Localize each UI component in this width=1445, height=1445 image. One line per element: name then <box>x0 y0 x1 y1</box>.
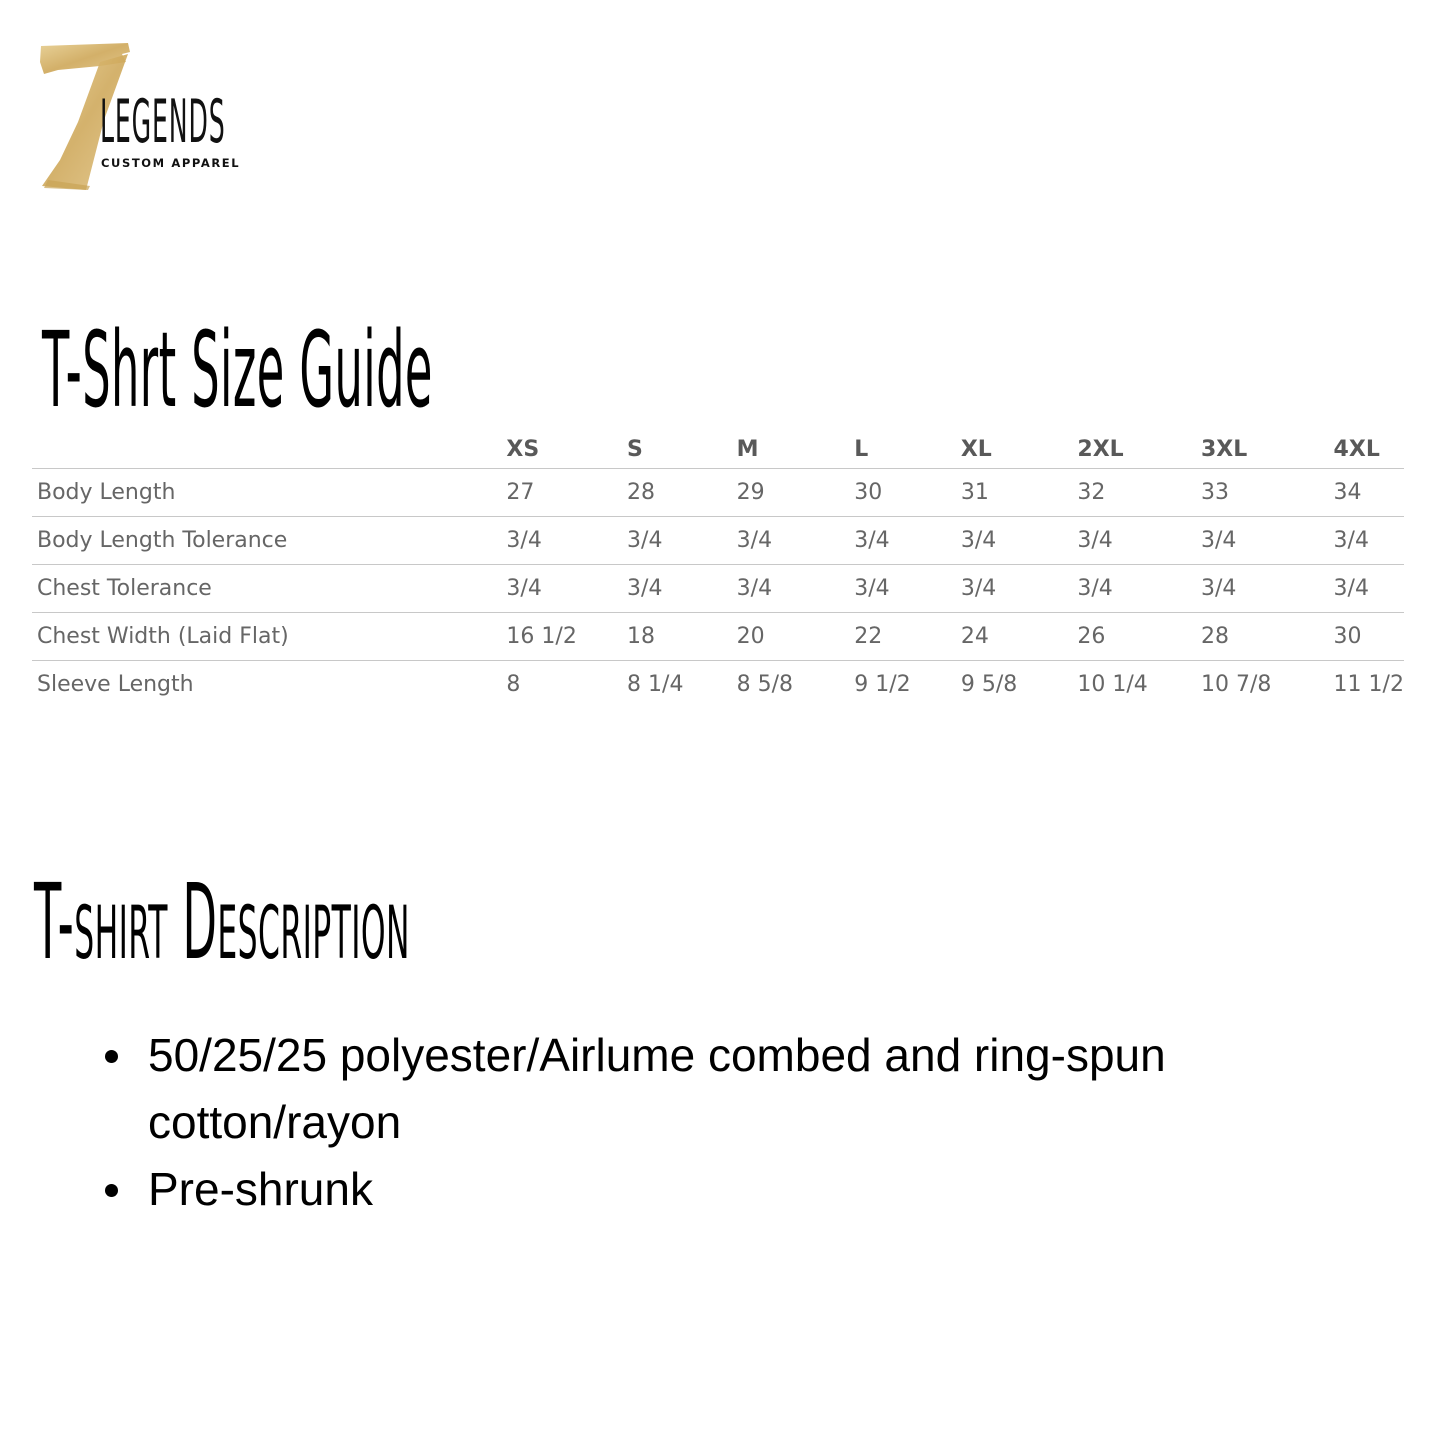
table-cell: 27 <box>506 469 627 517</box>
size-header: S <box>627 430 737 469</box>
description-title: T-shirt Description <box>34 861 410 983</box>
row-label: Chest Tolerance <box>32 565 506 613</box>
brand-logo <box>38 40 253 192</box>
table-cell: 18 <box>627 613 737 661</box>
table-cell: 9 1/2 <box>854 672 911 697</box>
table-row <box>32 613 1404 661</box>
table-cell: 10 7/8 <box>1201 672 1272 697</box>
size-header: XS <box>506 430 627 469</box>
size-header: 4XL <box>1334 430 1404 469</box>
table-cell: 3/4 <box>506 517 627 565</box>
table-cell: 3/4 <box>1334 565 1404 613</box>
table-cell: 32 <box>1077 469 1201 517</box>
size-header: XL <box>961 430 1078 469</box>
table-cell: 3/4 <box>506 565 627 613</box>
bullet-icon <box>105 1050 118 1063</box>
list-item <box>148 1156 1328 1223</box>
table-row <box>32 661 1404 709</box>
table-cell: 29 <box>737 469 855 517</box>
table-cell: 30 <box>1334 613 1404 661</box>
table-cell: 3/4 <box>737 565 855 613</box>
table-cell: 3/4 <box>737 517 855 565</box>
row-label: Body Length Tolerance <box>32 517 506 565</box>
table-cell: 22 <box>854 613 961 661</box>
logo-wordmark: LEGENDS <box>100 87 226 157</box>
table-cell: 3/4 <box>627 565 737 613</box>
table-cell: 3/4 <box>854 517 961 565</box>
table-cell: 26 <box>1077 613 1201 661</box>
list-item-text: 50/25/25 polyester/Airlume combed and ring-spun cotton/rayon <box>148 1029 1166 1148</box>
table-cell: 3/4 <box>627 517 737 565</box>
table-row <box>32 517 1404 565</box>
table-cell: 9 5/8 <box>960 672 1018 697</box>
table-cell: 11 1/2 <box>1333 672 1404 697</box>
table-cell: 34 <box>1334 469 1404 517</box>
size-guide-title: T-Shrt Size Guide <box>42 309 433 431</box>
table-cell: 3/4 <box>1334 517 1404 565</box>
table-cell: 8 5/8 <box>736 672 794 697</box>
table-cell: 3/4 <box>961 565 1078 613</box>
table-cell: 3/4 <box>1077 517 1201 565</box>
table-cell: 10 1/4 <box>1077 672 1148 697</box>
table-cell: 24 <box>961 613 1078 661</box>
size-header: 2XL <box>1077 430 1201 469</box>
table-cell: 3/4 <box>1201 565 1334 613</box>
table-cell: 8 <box>506 672 521 697</box>
description-list <box>148 1022 1328 1223</box>
table-cell: 3/4 <box>1077 565 1201 613</box>
size-header: L <box>854 430 961 469</box>
logo-tagline: CUSTOM APPAREL <box>101 156 241 170</box>
size-table <box>32 430 1404 708</box>
table-cell: 33 <box>1201 469 1334 517</box>
size-header: M <box>737 430 855 469</box>
row-label: Sleeve Length <box>37 672 194 697</box>
table-cell: 31 <box>961 469 1078 517</box>
table-row <box>32 565 1404 613</box>
table-cell: 3/4 <box>854 565 961 613</box>
bullet-icon <box>105 1184 118 1197</box>
table-cell: 20 <box>737 613 855 661</box>
table-cell: 16 1/2 <box>506 613 627 661</box>
table-cell: 30 <box>854 469 961 517</box>
table-cell: 3/4 <box>1201 517 1334 565</box>
list-item-text: Pre-shrunk <box>148 1163 373 1215</box>
size-header-row <box>32 430 1404 469</box>
row-label: Chest Width (Laid Flat) <box>32 613 506 661</box>
list-item <box>148 1022 1328 1156</box>
table-cell: 28 <box>1201 613 1334 661</box>
size-header: 3XL <box>1201 430 1334 469</box>
row-label: Body Length <box>32 469 506 517</box>
table-cell: 28 <box>627 469 737 517</box>
header-blank <box>32 430 506 469</box>
table-row <box>32 469 1404 517</box>
table-cell: 3/4 <box>961 517 1078 565</box>
table-cell: 8 1/4 <box>627 672 684 697</box>
